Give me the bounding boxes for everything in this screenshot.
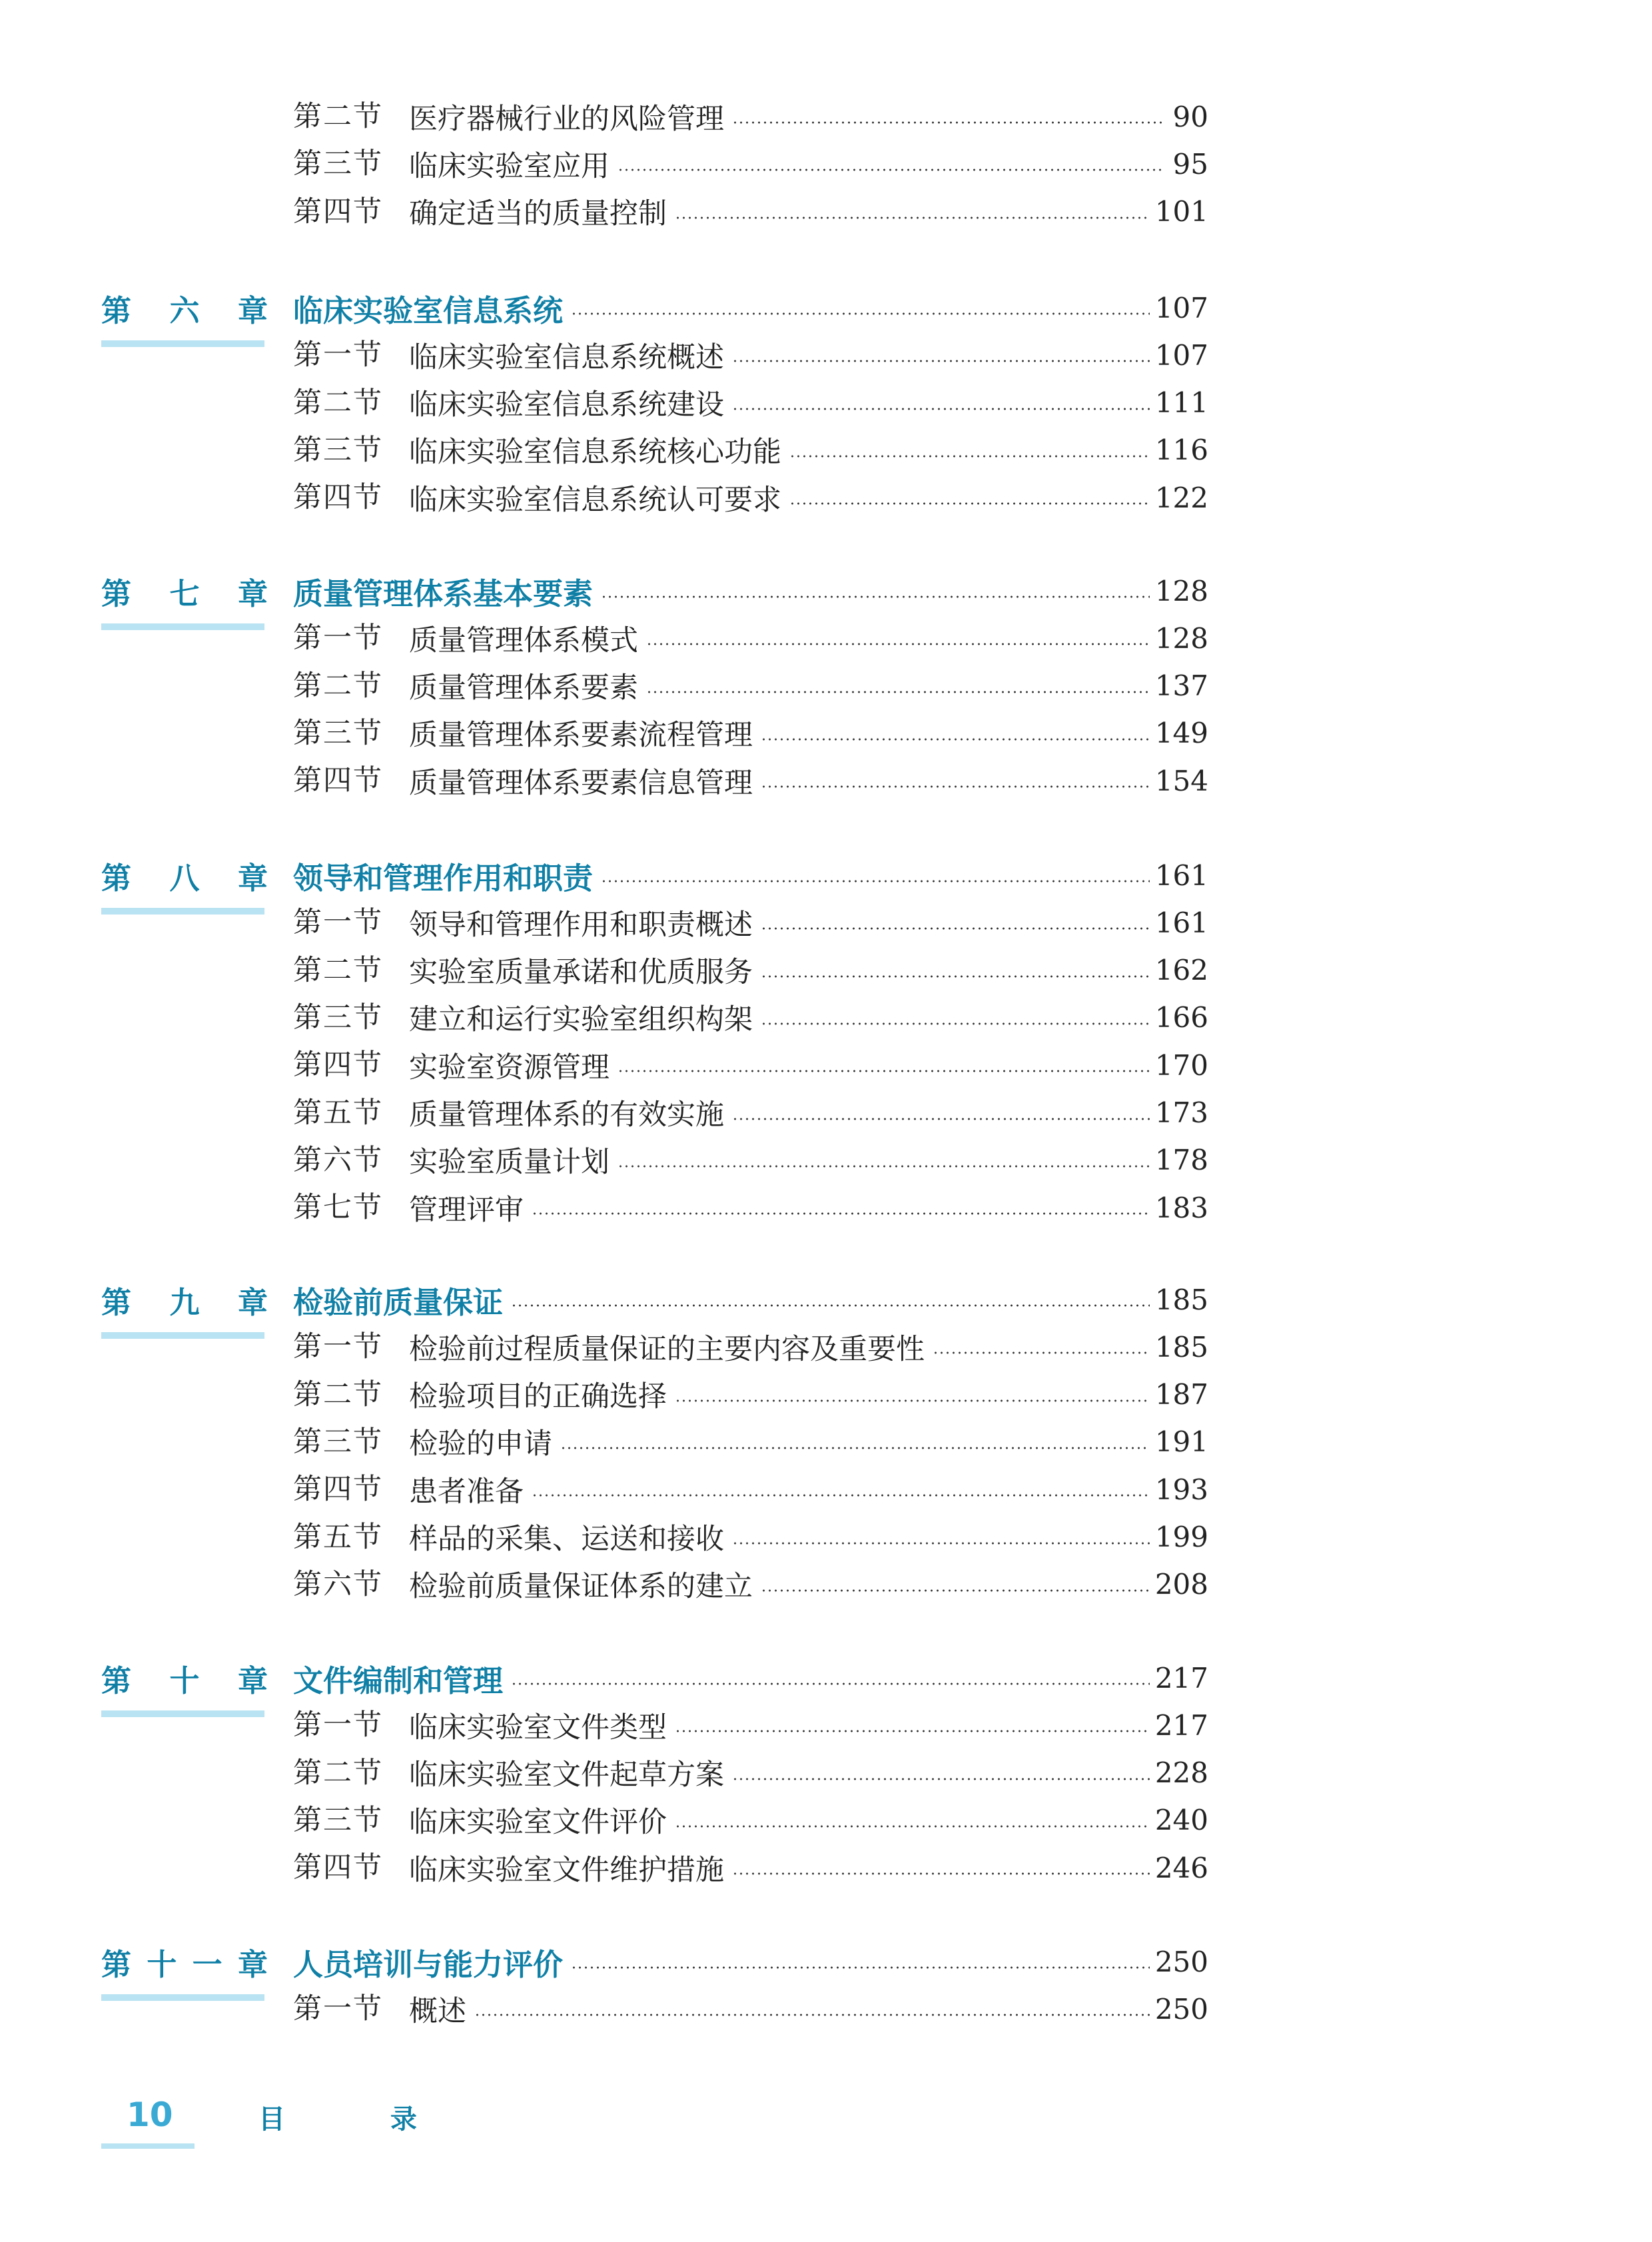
chapter-title: 人员培训与能力评价 [293,1946,564,1982]
section-row [0,1042,1652,1088]
chapter-title: 质量管理体系基本要素 [293,575,594,611]
section-row [0,1702,1652,1748]
section-number: 第五节 [293,1096,383,1130]
page-ref: 166 [1154,1001,1208,1034]
dot-leader [789,455,1150,458]
dot-leader [474,2014,1150,2016]
running-title: 目 录 [258,2104,465,2135]
page-ref: 173 [1154,1096,1208,1129]
dot-leader [761,1022,1150,1025]
section-number: 第二节 [293,1756,383,1790]
chapter-label-char: 九 [169,1284,200,1320]
section-title: 质量管理体系要素流程管理 [409,719,753,753]
section-title: 临床实验室文件类型 [409,1710,667,1744]
section-row [0,141,1652,187]
section-title: 临床实验室信息系统核心功能 [409,436,781,470]
dot-leader [618,1165,1150,1168]
page-ref: 217 [1154,1661,1208,1694]
chapter-entry[interactable] [293,567,1208,614]
section-entry[interactable] [409,1986,1208,2032]
section-title: 概述 [409,1994,466,2028]
section-title: 临床实验室文件维护措施 [409,1853,724,1887]
section-entry[interactable] [409,1466,1208,1513]
section-entry[interactable] [409,188,1208,235]
dot-leader [761,738,1150,741]
section-entry[interactable] [409,474,1208,521]
section-row [0,474,1652,521]
page-ref: 250 [1154,1992,1208,2026]
section-number: 第五节 [293,1520,383,1554]
section-entry[interactable] [409,994,1208,1041]
chapter-label-char: 第 [101,575,132,611]
dot-leader [646,643,1150,645]
page-ref: 246 [1154,1851,1208,1884]
page-ref: 178 [1154,1144,1208,1177]
page-ref: 240 [1154,1804,1208,1837]
section-entry[interactable] [409,1184,1208,1231]
section-title: 样品的采集、运送和接收 [409,1523,724,1556]
section-number: 第四节 [293,194,383,228]
dot-leader [675,1399,1150,1402]
dot-leader [732,360,1150,362]
dot-leader [675,216,1150,219]
page-ref: 111 [1154,386,1208,420]
chapter-label [101,284,268,331]
page-ref: 187 [1154,1378,1208,1411]
dot-leader [618,169,1162,171]
section-row [0,1323,1652,1370]
section-title: 领导和管理作用和职责概述 [409,908,753,942]
section-entry[interactable] [409,380,1208,426]
section-row [0,1514,1652,1561]
section-number: 第三节 [293,1425,383,1459]
dot-leader [601,880,1150,883]
chapter-entry[interactable] [293,1276,1208,1323]
section-row [0,899,1652,946]
chapter-entry[interactable] [293,1655,1208,1701]
page-ref: 162 [1154,954,1208,987]
dot-leader [571,1966,1150,1969]
section-row [0,1466,1652,1513]
dot-leader [675,1825,1150,1828]
dot-leader [732,408,1150,410]
section-title: 临床实验室应用 [409,149,610,183]
dot-leader [675,1730,1150,1732]
section-entry[interactable] [409,93,1208,140]
section-number: 第一节 [293,1708,383,1742]
section-title: 临床实验室信息系统建设 [409,388,724,422]
chapter-label-char: 章 [237,1663,268,1698]
section-row [0,1137,1652,1184]
section-number: 第一节 [293,1330,383,1364]
page-ref: 122 [1154,481,1208,514]
page-ref: 193 [1154,1473,1208,1506]
page-ref: 128 [1154,621,1208,655]
section-entry[interactable] [409,1137,1208,1184]
chapter-label [101,1655,268,1701]
chapter-title: 临床实验室信息系统 [293,292,564,328]
page-ref: 101 [1154,195,1208,228]
section-title: 实验室质量承诺和优质服务 [409,956,753,990]
section-number: 第七节 [293,1191,383,1225]
section-entry[interactable] [409,663,1208,709]
section-title: 检验前质量保证体系的建立 [409,1570,753,1604]
chapter-label-char: 章 [237,860,268,896]
page-ref: 185 [1154,1283,1208,1316]
section-number: 第四节 [293,764,383,798]
dot-leader [732,1542,1150,1545]
dot-leader [732,1118,1150,1120]
chapter-entry[interactable] [293,284,1208,331]
page-ref: 208 [1154,1568,1208,1601]
dot-leader [732,121,1162,124]
section-row [0,1184,1652,1231]
section-row [0,1844,1652,1891]
chapter-label-char: 第 [101,1663,132,1698]
section-title: 确定适当的质量控制 [409,197,667,231]
chapter-entry[interactable] [293,852,1208,899]
section-entry[interactable] [409,710,1208,757]
page-ref: 161 [1154,859,1208,892]
section-entry[interactable] [409,1797,1208,1844]
section-title: 质量管理体系模式 [409,623,638,657]
section-row [0,1561,1652,1608]
page-ref: 183 [1154,1191,1208,1224]
chapter-label-char: 章 [237,1946,268,1982]
section-entry[interactable] [409,1419,1208,1465]
section-title: 临床实验室文件起草方案 [409,1758,724,1792]
chapter-label [101,567,268,614]
page-ref: 217 [1154,1708,1208,1742]
section-row [0,1090,1652,1136]
dot-leader [560,1447,1150,1449]
section-number: 第四节 [293,481,383,515]
page-ref: 161 [1154,906,1208,939]
section-title: 质量管理体系要素信息管理 [409,766,753,800]
section-title: 临床实验室信息系统认可要求 [409,483,781,517]
page-ref: 185 [1154,1330,1208,1363]
page-ref: 170 [1154,1048,1208,1082]
section-number: 第二节 [293,100,383,133]
section-number: 第三节 [293,147,383,181]
section-row [0,380,1652,426]
chapter-row [0,1938,1652,1985]
section-number: 第二节 [293,953,383,987]
dot-leader [511,1304,1150,1307]
section-title: 实验室资源管理 [409,1050,610,1084]
section-number: 第二节 [293,1377,383,1411]
chapter-label-char: 八 [169,860,200,896]
section-entry[interactable] [409,1844,1208,1891]
chapter-label-char: 七 [169,575,200,611]
section-number: 第三节 [293,433,383,467]
section-title: 管理评审 [409,1193,524,1227]
section-title: 医疗器械行业的风险管理 [409,102,724,136]
section-row [0,1797,1652,1844]
chapter-entry[interactable] [293,1938,1208,1985]
section-number: 第六节 [293,1567,383,1601]
section-entry[interactable] [409,1371,1208,1418]
chapter-label-char: 章 [237,575,268,611]
section-row [0,757,1652,804]
section-row [0,994,1652,1041]
dot-leader [601,595,1150,598]
section-title: 患者准备 [409,1475,524,1509]
page-ref: 137 [1154,669,1208,703]
section-entry[interactable] [409,899,1208,946]
chapter-label-char: 六 [169,292,200,328]
page-ref: 154 [1154,764,1208,797]
page-ref: 199 [1154,1521,1208,1553]
section-entry[interactable] [409,757,1208,804]
chapter-label [101,1276,268,1323]
section-entry[interactable] [409,1561,1208,1608]
section-row [0,947,1652,994]
section-title: 质量管理体系的有效实施 [409,1098,724,1132]
section-row [0,1419,1652,1465]
section-title: 质量管理体系要素 [409,671,638,705]
section-number: 第一节 [293,338,383,372]
section-title: 实验室质量计划 [409,1146,610,1180]
chapter-label [101,852,268,899]
chapter-label-char: 十 [147,1946,177,1982]
page-ref: 116 [1154,434,1208,467]
dot-leader [761,927,1150,930]
section-row [0,615,1652,661]
dot-leader [761,1589,1150,1592]
dot-leader [789,502,1150,505]
chapter-label-char: 第 [101,292,132,328]
section-number: 第二节 [293,386,383,420]
chapter-label-char: 十 [169,1663,200,1698]
section-entry[interactable] [409,141,1208,187]
dot-leader [933,1351,1150,1354]
section-row [0,710,1652,757]
chapter-label-char: 章 [237,292,268,328]
section-entry[interactable] [409,1090,1208,1136]
section-number: 第一节 [293,906,383,940]
section-number: 第四节 [293,1851,383,1885]
dot-leader [761,785,1150,788]
section-number: 第四节 [293,1048,383,1082]
dot-leader [646,691,1150,693]
chapter-label-char: 第 [101,860,132,896]
section-entry[interactable] [409,1323,1208,1370]
section-entry[interactable] [409,1702,1208,1748]
section-number: 第四节 [293,1473,383,1507]
chapter-title: 检验前质量保证 [293,1284,504,1320]
section-title: 检验前过程质量保证的主要内容及重要性 [409,1332,925,1366]
page-ref: 250 [1154,1945,1208,1978]
chapter-label-char: 章 [237,1284,268,1320]
chapter-title: 领导和管理作用和职责 [293,860,594,896]
section-row [0,1986,1652,2032]
chapter-row [0,567,1652,614]
page-ref: 228 [1154,1756,1208,1790]
section-entry[interactable] [409,615,1208,661]
chapter-title: 文件编制和管理 [293,1663,504,1698]
section-title: 检验项目的正确选择 [409,1380,667,1414]
chapter-label-char: 第 [101,1946,132,1982]
page-ref: 107 [1154,338,1208,372]
section-row [0,188,1652,235]
section-entry[interactable] [409,332,1208,378]
page-ref: 191 [1154,1425,1208,1459]
dot-leader [532,1212,1150,1215]
dot-leader [511,1682,1150,1685]
section-number: 第三节 [293,1803,383,1837]
section-entry[interactable] [409,427,1208,474]
section-entry[interactable] [409,1042,1208,1088]
section-title: 临床实验室文件评价 [409,1806,667,1840]
section-entry[interactable] [409,1750,1208,1796]
section-row [0,1371,1652,1418]
section-title: 临床实验室信息系统概述 [409,340,724,374]
section-row [0,332,1652,378]
dot-leader [732,1778,1150,1780]
chapter-row [0,852,1652,899]
page-number-underline [101,2143,195,2149]
page-number: 10 [127,2095,173,2134]
section-number: 第六节 [293,1143,383,1177]
dot-leader [761,975,1150,978]
page-ref: 95 [1172,147,1208,181]
section-number: 第三节 [293,716,383,750]
chapter-label-char: 第 [101,1284,132,1320]
section-title: 检验的申请 [409,1427,552,1461]
chapter-label-char: 一 [192,1946,222,1982]
section-entry[interactable] [409,947,1208,994]
section-number: 第二节 [293,669,383,703]
chapter-row [0,1655,1652,1701]
dot-leader [732,1872,1150,1875]
section-row [0,93,1652,140]
section-title: 建立和运行实验室组织构架 [409,1003,753,1037]
page-ref: 149 [1154,717,1208,750]
page-ref: 90 [1172,100,1208,133]
chapter-row [0,284,1652,331]
section-row [0,663,1652,709]
dot-leader [532,1494,1150,1497]
section-entry[interactable] [409,1514,1208,1561]
page-ref: 107 [1154,291,1208,324]
chapter-row [0,1276,1652,1323]
section-number: 第一节 [293,621,383,655]
section-number: 第三节 [293,1000,383,1034]
section-number: 第一节 [293,1992,383,2026]
chapter-label [101,1938,268,1985]
page-ref: 128 [1154,574,1208,607]
section-row [0,427,1652,474]
dot-leader [618,1070,1150,1072]
dot-leader [571,312,1150,315]
section-row [0,1750,1652,1796]
